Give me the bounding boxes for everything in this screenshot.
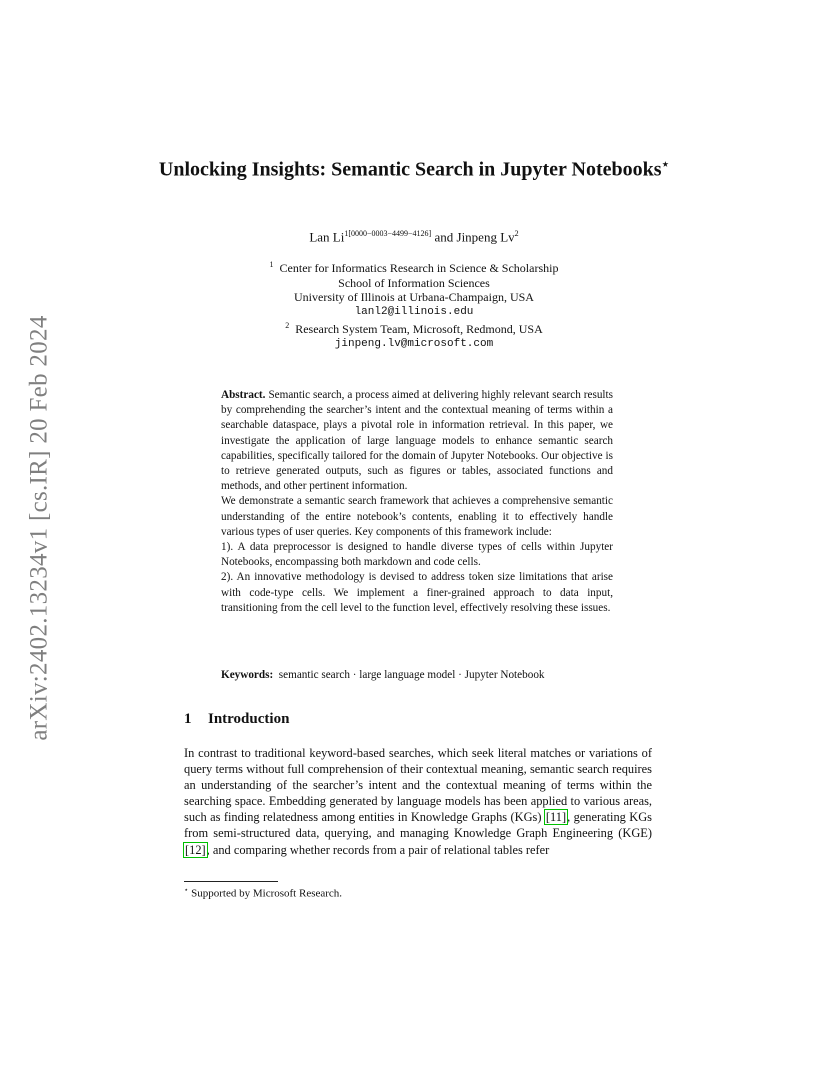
abstract-paragraph-1 <box>221 388 613 494</box>
keywords-text: semantic search · large language model · Jupyter Notebook <box>278 669 545 681</box>
abstract-paragraph-4: 2). An innovative methodology is devised to address token size limitations that arise with code-type cells. We implement a finer-grained approach to data input, transitioning from the cell level to the function level, effectively resolving these issues. <box>221 571 613 614</box>
title-footnote-mark: ⋆ <box>661 157 670 171</box>
affiliation-1-line3: University of Illinois at Urbana-Champaign, USA <box>294 290 534 304</box>
affiliation-2-line1 <box>150 319 678 337</box>
keywords <box>221 669 613 681</box>
abstract-paragraph-2: We demonstrate a semantic search framework that achieves a comprehensive semantic understanding of the entire notebook’s contents, enabling it to effectively handle various types of user queries. Key components of this framework include: <box>221 495 613 538</box>
author-line <box>150 229 678 245</box>
affiliation-2-email[interactable]: jinpeng.lv@microsoft.com <box>334 337 494 350</box>
abstract <box>221 388 613 616</box>
abstract-paragraph-3: 1). A data preprocessor is designed to handle diverse types of cells within Jupyter Notebooks, encompassing both markdown and code cells. <box>221 541 613 569</box>
paper-title <box>150 152 678 182</box>
section-title: Introduction <box>208 711 290 727</box>
abstract-label: Abstract. <box>221 389 266 401</box>
affiliation-1-name: Center for Informatics Research in Science & Scholarship <box>279 261 559 275</box>
section-heading <box>184 711 289 728</box>
keywords-label: Keywords: <box>221 669 274 681</box>
citation-link-11[interactable]: [11] <box>545 810 567 825</box>
affiliation-1-email[interactable]: lanl2@illinois.edu <box>354 305 474 318</box>
paper-title-text: Unlocking Insights: Semantic Search in Jupyter Notebooks <box>158 158 662 181</box>
intro-text-2: , generating KGs from semi-structured data, querying, and managing Knowledge Graph Engineering (KGE) <box>184 810 653 841</box>
introduction-paragraph <box>184 745 652 858</box>
affiliation-1-line1 <box>150 258 678 276</box>
author-conjunction: and <box>434 229 454 245</box>
affiliation-1-number: 1 <box>269 260 274 269</box>
author-1-orcid: 1[0000−0003−4499−4126] <box>344 229 432 238</box>
affiliations <box>150 258 678 351</box>
affiliation-2-name: Research System Team, Microsoft, Redmond, USA <box>295 322 543 336</box>
author-1-name: Lan Li <box>309 229 345 245</box>
section-number: 1 <box>184 711 192 727</box>
author-2-name: Jinpeng Lv <box>456 229 515 245</box>
footnote-rule <box>184 881 278 882</box>
affiliation-2-number: 2 <box>285 321 290 330</box>
arxiv-identifier-stamp <box>20 298 60 758</box>
citation-link-12[interactable]: [12] <box>185 842 206 857</box>
footnote-mark: ⋆ <box>184 886 189 894</box>
abstract-text-1: Semantic search, a process aimed at delivering highly relevant search results by comprehending the searcher’s intent and the contextual meaning of terms within a searchable dataspace, plays a pivotal role in information retrieval. In this paper, we investigate the application of large language models to enhance semantic search capabilities, specifically tailored for the domain of Jupyter Notebooks. Our objective is to retrieve generated outputs, such as figures or tables, associated functions and methods, and other pertinent information. <box>221 389 613 493</box>
footnote-text: Supported by Microsoft Research. <box>191 887 343 900</box>
author-2-affiliation-mark: 2 <box>514 229 519 238</box>
intro-text-3: , and comparing whether records from a pair of relational tables refer <box>206 842 550 857</box>
arxiv-identifier: arXiv:2402.13234v1 [cs.IR] 20 Feb 2024 <box>26 315 53 741</box>
affiliation-1-line2: School of Information Sciences <box>338 275 490 290</box>
intro-text-1: In contrast to traditional keyword-based searches, which seek literal matches or variations of query terms without full comprehension of their contextual meaning, semantic search requires an understanding of the searcher’s intent and the contextual meaning of terms within the searching space. Embedding generated by language models has been applied to various areas, such as finding relatedness among entities in Knowledge Graphs (KGs) <box>184 746 652 825</box>
footnote <box>184 886 342 900</box>
